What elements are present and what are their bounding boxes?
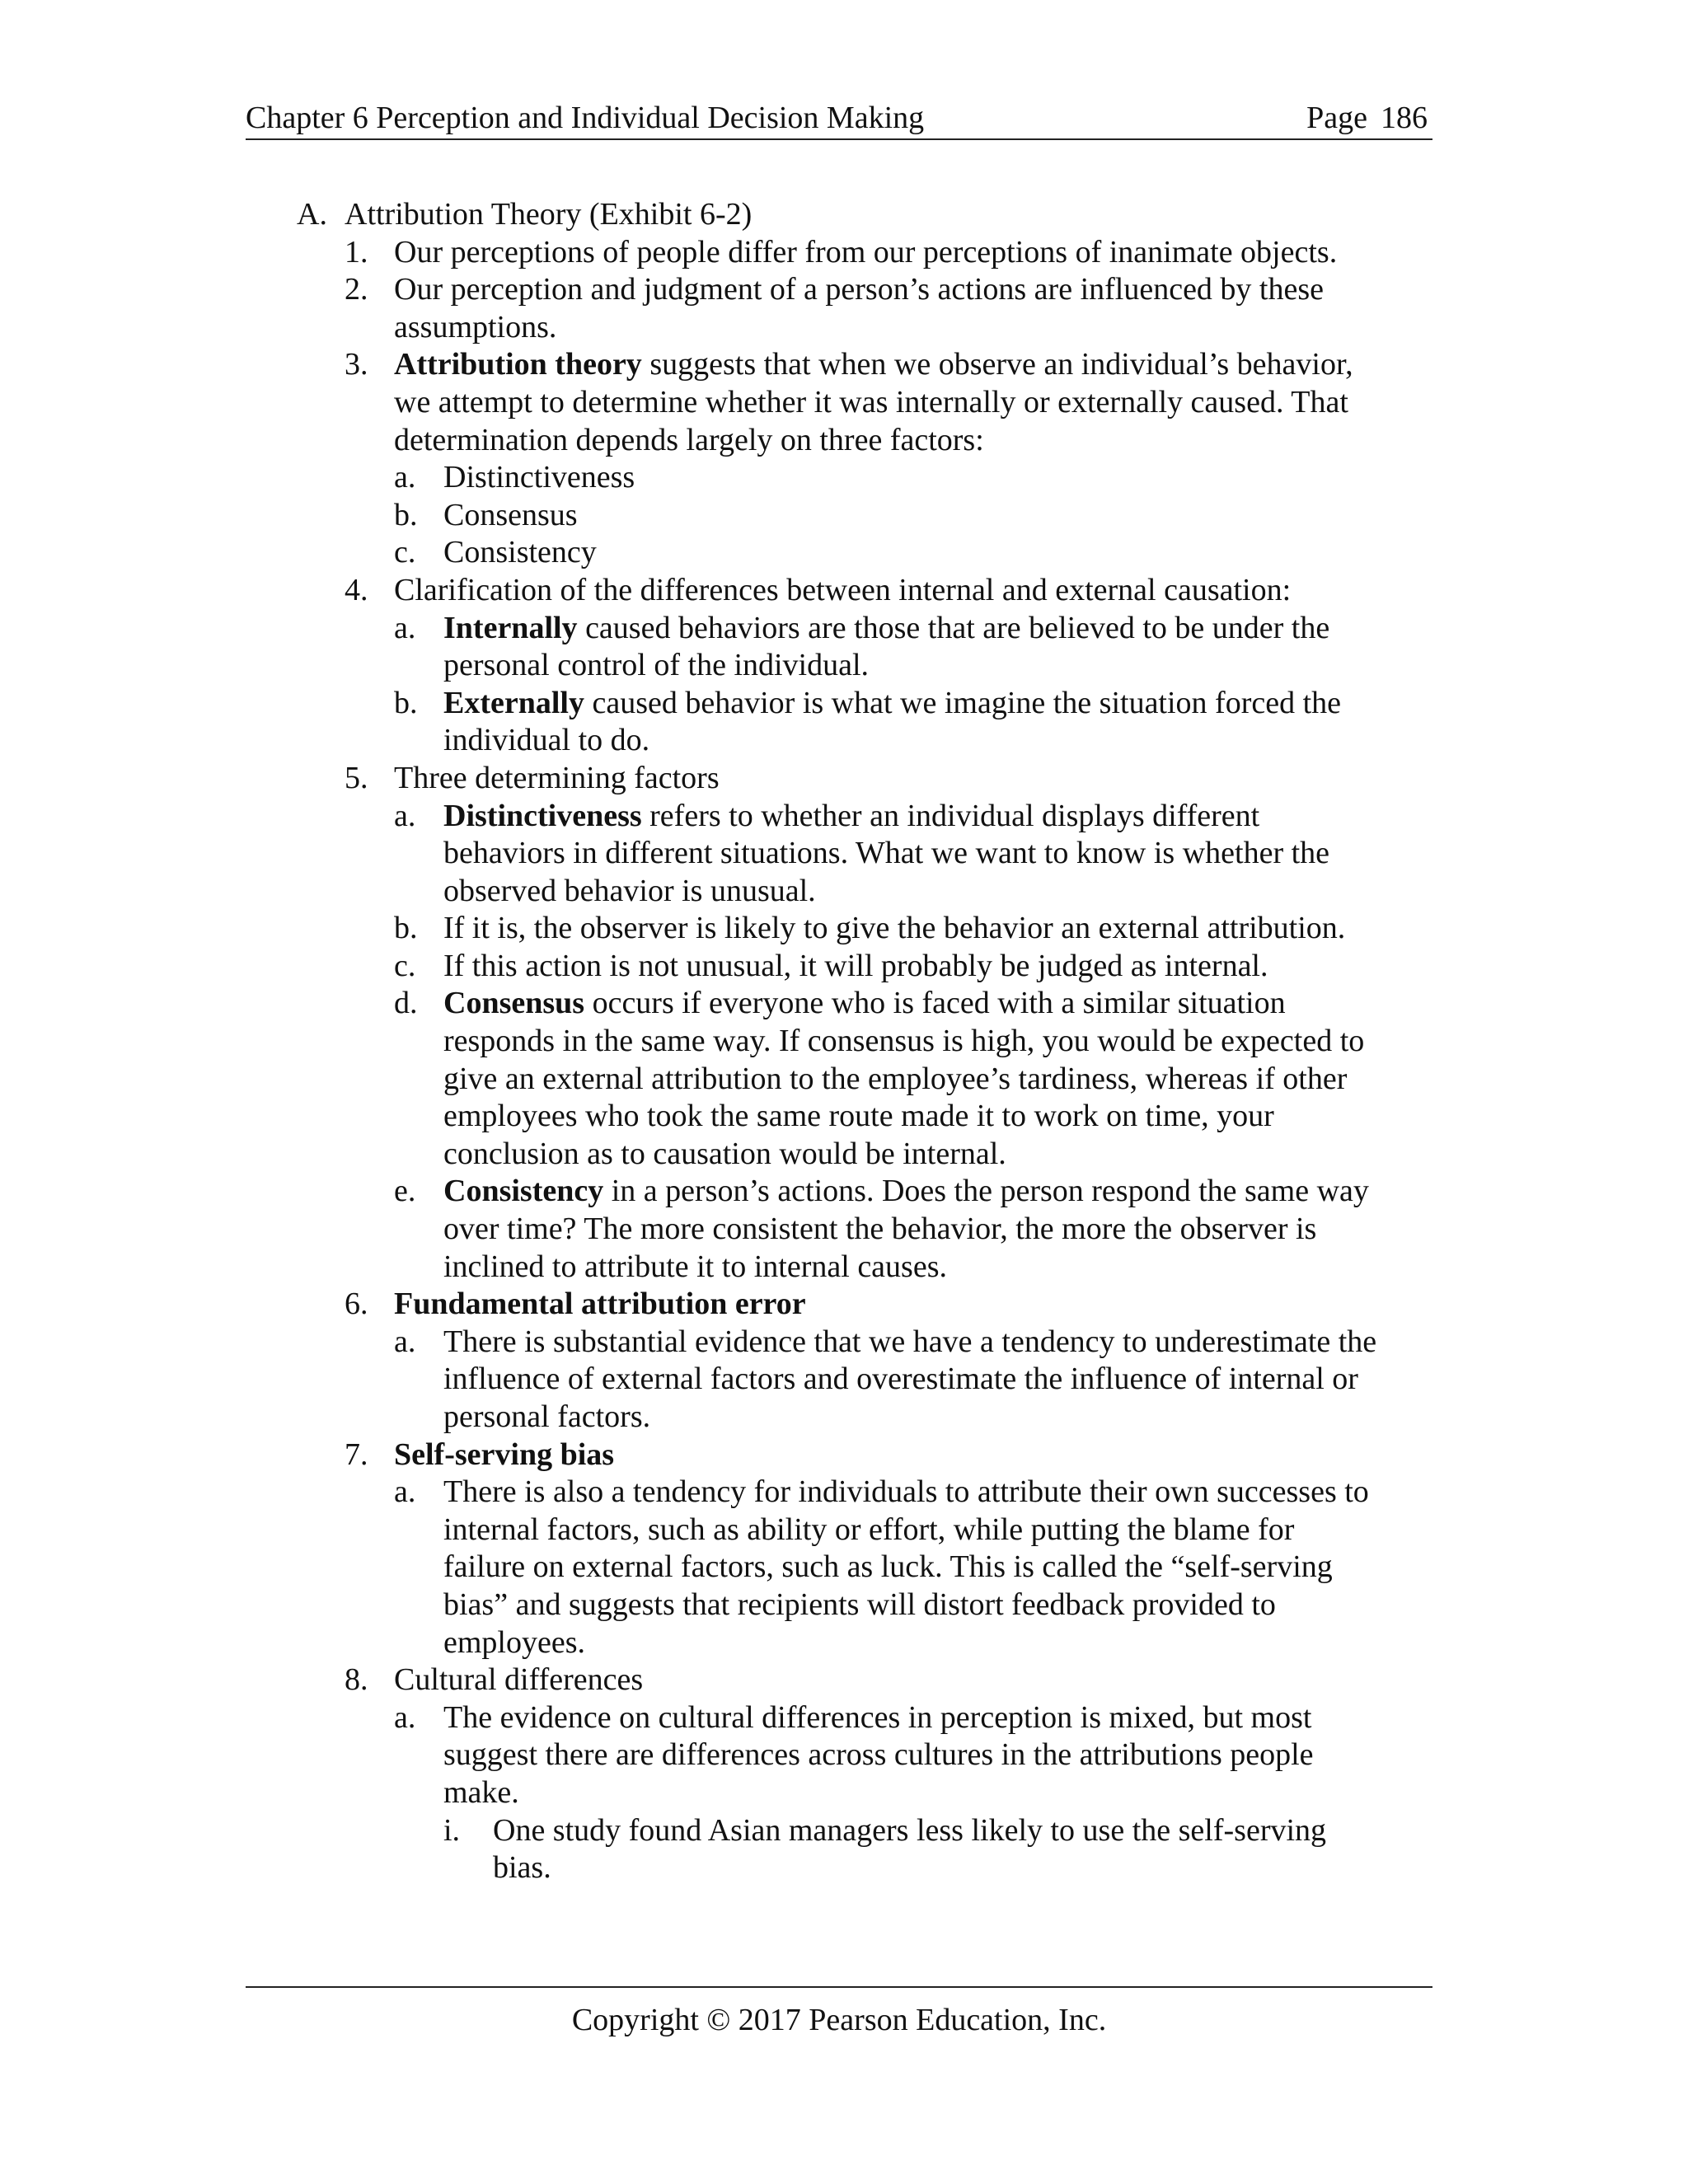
sub-item: e. Consistency in a person’s actions. Does the person respond the same way	[394, 1174, 1369, 1209]
page-number-label	[1293, 97, 1428, 138]
sub-item-continuation: individual to do.	[443, 723, 650, 758]
copyright-notice: Copyright © 2017 Pearson Education, Inc.	[571, 2003, 1107, 2037]
sub-item: a. Distinctiveness	[394, 460, 635, 495]
key-term: Internally	[443, 610, 578, 645]
page-footer	[246, 1986, 1432, 2041]
key-term: Consistency	[443, 1174, 604, 1209]
list-item: 3. Attribution theory suggests that when we observe an individual’s behavior,	[345, 347, 1353, 382]
list-item-continuation: we attempt to determine whether it was internally or externally caused. That	[394, 384, 1348, 419]
list-item: 6. Fundamental attribution error	[345, 1286, 806, 1322]
sub-item-continuation: responds in the same way. If consensus is high, you would be expected to	[443, 1024, 1365, 1059]
sub-item: a. Distinctiveness refers to whether an individual displays different	[394, 798, 1260, 833]
page-label: Page	[1306, 101, 1367, 135]
sub-item-continuation: failure on external factors, such as luck. This is called the “self-serving	[443, 1549, 1333, 1585]
sub-item-continuation: suggest there are differences across cultures in the attributions people	[443, 1737, 1314, 1773]
sub-sub-item: i. One study found Asian managers less likely to use the self-serving	[443, 1812, 1327, 1848]
sub-item: d. Consensus occurs if everyone who is faced with a similar situation	[394, 986, 1286, 1021]
sub-item-continuation: observed behavior is unusual.	[443, 873, 816, 908]
sub-item-continuation: internal factors, such as ability or effort, while putting the blame for	[443, 1511, 1295, 1547]
list-item: 2. Our perception and judgment of a person’s actions are influenced by these	[345, 272, 1325, 307]
sub-item-continuation: give an external attribution to the employee’s tardiness, whereas if other	[443, 1061, 1348, 1096]
key-term: Fundamental attribution error	[394, 1286, 806, 1322]
sub-item-continuation: bias” and suggests that recipients will distort feedback provided to	[443, 1586, 1276, 1622]
sub-item-continuation: over time? The more consistent the behavior, the more the observer is	[443, 1212, 1317, 1247]
sub-item: b. Externally caused behavior is what we imagine the situation forced the	[394, 685, 1342, 720]
sub-item-continuation: conclusion as to causation would be internal.	[443, 1136, 1006, 1171]
sub-item-continuation: make.	[443, 1774, 519, 1810]
page-number: 186	[1381, 101, 1428, 135]
sub-item-continuation: influence of external factors and overestimate the influence of internal or	[443, 1361, 1358, 1397]
sub-sub-item-continuation: bias.	[493, 1850, 551, 1886]
sub-item-continuation: personal control of the individual.	[443, 648, 870, 683]
key-term: Distinctiveness	[443, 798, 642, 833]
section-marker: A.	[297, 197, 327, 232]
key-term: Externally	[443, 685, 584, 720]
sub-item: c. If this action is not unusual, it will probably be judged as internal.	[394, 948, 1268, 983]
list-item-continuation: assumptions.	[394, 309, 557, 344]
list-item-continuation: determination depends largely on three factors:	[394, 422, 984, 457]
chapter-title: Chapter 6 Perception and Individual Decision Making	[246, 101, 925, 135]
list-item: 1. Our perceptions of people differ from our perceptions of inanimate objects.	[345, 234, 1338, 269]
sub-item-continuation: employees.	[443, 1624, 586, 1660]
sub-item-continuation: personal factors.	[443, 1399, 651, 1434]
sub-item: a. There is substantial evidence that we have a tendency to underestimate the	[394, 1324, 1377, 1359]
sub-item-continuation: employees who took the same route made it to work on time, your	[443, 1099, 1274, 1134]
key-term: Consensus	[443, 986, 585, 1021]
list-item: 4. Clarification of the differences between internal and external causation:	[345, 572, 1292, 607]
sub-item: a. The evidence on cultural differences in perception is mixed, but most	[394, 1699, 1312, 1735]
sub-item: c. Consistency	[394, 535, 597, 570]
outline-content	[0, 196, 1688, 1887]
key-term: Self-serving bias	[394, 1436, 615, 1472]
sub-item: a. Internally caused behaviors are those that are believed to be under the	[394, 610, 1330, 645]
page-header	[246, 97, 1432, 140]
sub-item-continuation: behaviors in different situations. What we want to know is whether the	[443, 836, 1330, 871]
list-item: 5. Three determining factors	[345, 760, 720, 795]
sub-item-continuation: inclined to attribute it to internal causes.	[443, 1249, 947, 1284]
sub-item: b. If it is, the observer is likely to give the behavior an external attribution.	[394, 911, 1346, 946]
sub-item: a. There is also a tendency for individuals to attribute their own successes to	[394, 1474, 1369, 1510]
list-item: 7. Self-serving bias	[345, 1436, 615, 1472]
sub-item: b. Consensus	[394, 497, 578, 532]
section-title: Attribution Theory (Exhibit 6-2)	[345, 197, 753, 232]
list-item: 8. Cultural differences	[345, 1662, 644, 1698]
section-heading	[0, 196, 1688, 234]
key-term: Attribution theory	[394, 347, 642, 382]
